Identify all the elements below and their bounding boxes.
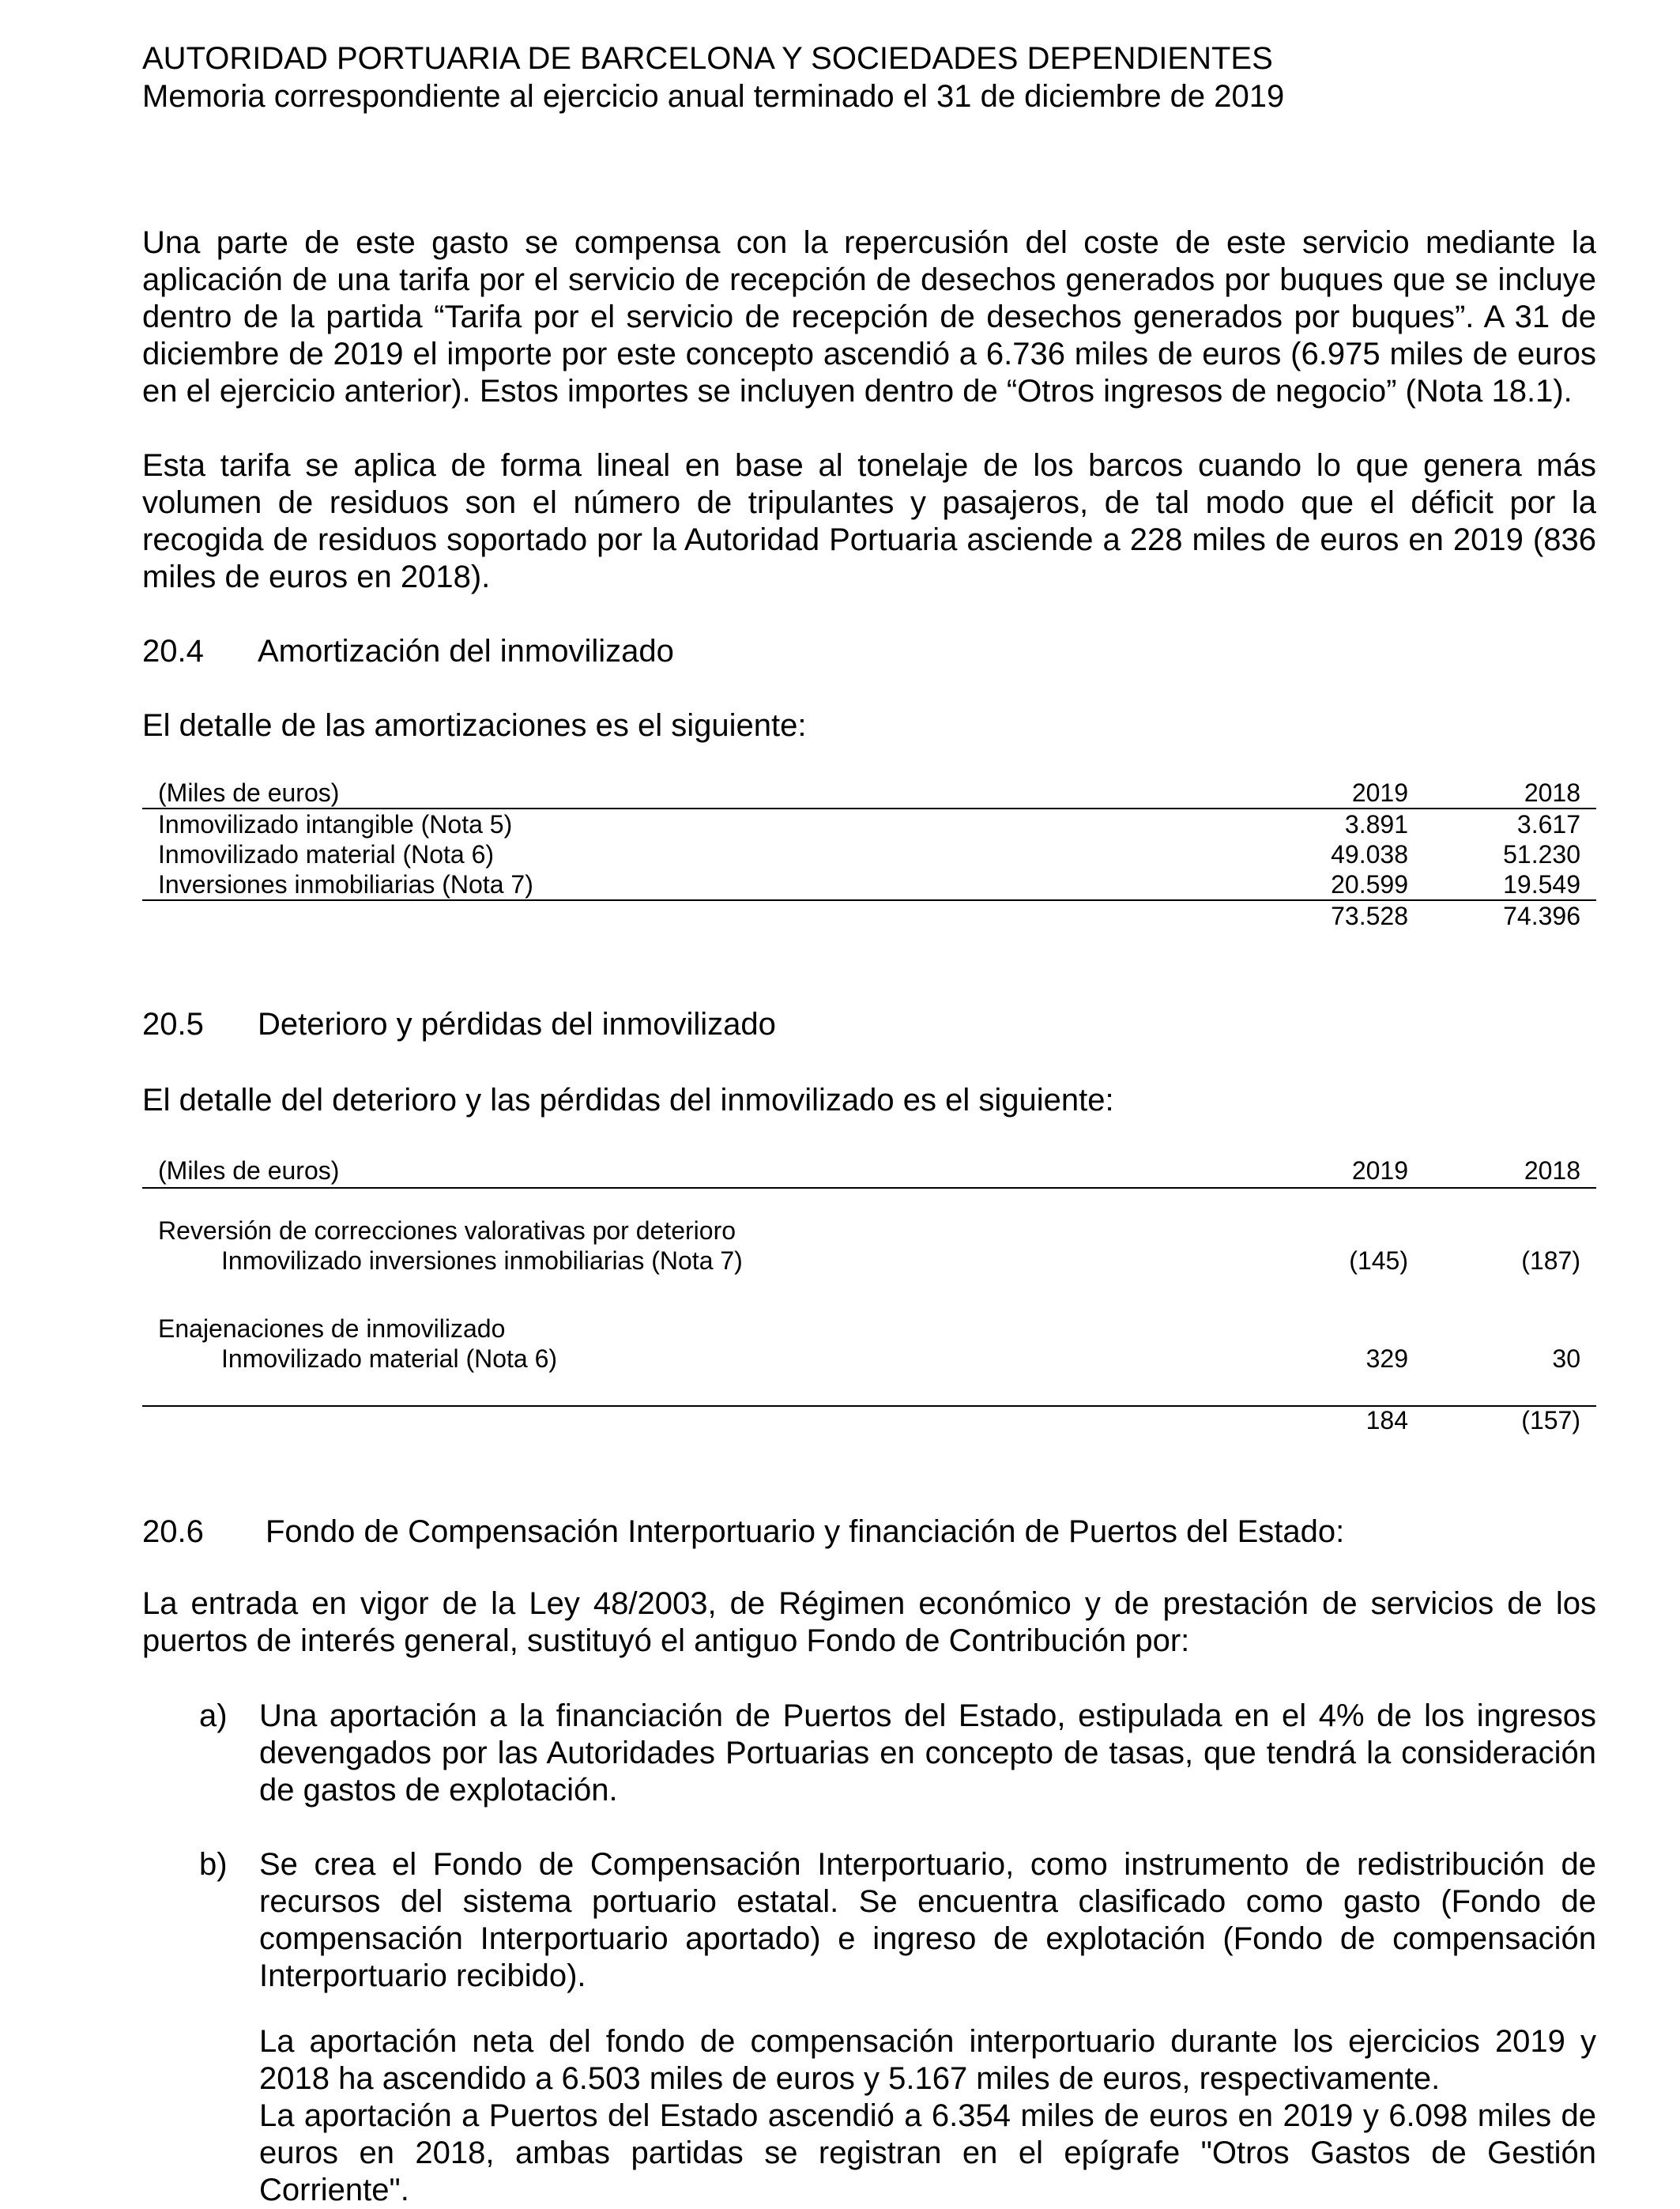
table-total-row (142, 1405, 1596, 1435)
table-row (142, 809, 1596, 839)
group-label: Enajenaciones de inmovilizado (158, 1314, 506, 1343)
row-value-2018: 19.549 (1503, 870, 1580, 899)
section-intro: La entrada en vigor de la Ley 48/2003, de Régimen económico y de prestación de servicios de los puertos de interés general, sustituyó el antiguo Fondo de Contribución por: (142, 1586, 1596, 1658)
table-unit-label: (Miles de euros) (158, 778, 340, 807)
section-heading-20-4 (142, 632, 674, 670)
table-unit-label: (Miles de euros) (158, 1156, 340, 1185)
list-marker: a) (199, 1698, 228, 1733)
total-value-2019: 184 (1365, 1406, 1408, 1434)
column-header-2019: 2019 (1351, 778, 1408, 807)
table-header-row (142, 1155, 1596, 1186)
total-value-2018: 74.396 (1503, 902, 1580, 930)
row-value-2018: 30 (1552, 1344, 1580, 1373)
row-label: Inmovilizado material (Nota 6) (158, 840, 495, 869)
paragraph-deficit-residuos: Esta tarifa se aplica de forma lineal en base al tonelaje de los barcos cuando lo que genera más volumen de residuos son el número de tripulantes y pasajeros, de tal modo que el déficit por la recogida de residuos soportado por la Autoridad Portuaria asciende a 228 miles de euros en 2019 (836 miles de euros en 2018). (142, 448, 1596, 594)
table-header-row (142, 778, 1596, 808)
section-heading-20-6 (142, 1513, 1344, 1551)
puertos-estado-paragraph: La aportación a Puertos del Estado ascendió a 6.354 miles de euros en 2019 y 6.098 miles de euros en 2018, ambas partidas se registran en el epígrafe "Otros Gastos de Gestión Corriente". (259, 2098, 1596, 2207)
row-value-2019: 329 (1365, 1344, 1408, 1373)
paragraph-tarifa-desechos: Una parte de este gasto se compensa con la repercusión del coste de este servicio mediante la aplicación de una tarifa por el servicio de recepción de desechos generados por buques que se incluye dentro de la partida “Tarifa por el servicio de recepción de desechos generados por buques”. A 31 de diciembre de 2019 el importe por este concepto ascendió a 6.736 miles de euros (6.975 miles de euros en el ejercicio anterior). Estos importes se incluyen dentro de “Otros ingresos de negocio” (Nota 18.1). (142, 225, 1596, 409)
row-value-2019: 3.891 (1344, 810, 1408, 839)
row-value-2019: 20.599 (1331, 870, 1408, 899)
section-number: 20.4 (142, 634, 204, 669)
row-value-2018: 51.230 (1503, 840, 1580, 869)
table-row (142, 1344, 1596, 1374)
total-value-2018: (157) (1521, 1406, 1580, 1434)
row-label: Inmovilizado inversiones inmobiliarias (Nota 7) (221, 1246, 743, 1275)
row-label: Inmovilizado material (Nota 6) (221, 1344, 558, 1373)
table-row (142, 869, 1596, 899)
row-value-2018: 3.617 (1516, 810, 1580, 839)
table-header-rule (142, 1187, 1596, 1189)
list-item-text: Se crea el Fondo de Compensación Interportuario, como instrumento de redistribución de recursos del sistema portuario estatal. Se encuentra clasificado como gasto (Fondo de compensación Interportuario aportado) e ingreso de explotación (Fondo de compensación Interportuario recibido). (259, 1847, 1596, 1993)
column-header-2018: 2018 (1524, 1156, 1580, 1185)
table-group-label (142, 1314, 1596, 1344)
row-label: Inmovilizado intangible (Nota 5) (158, 810, 513, 839)
section-intro: El detalle de las amortizaciones es el siguiente: (142, 708, 807, 743)
table-group-label (142, 1216, 1596, 1246)
net-contribution-paragraph: La aportación neta del fondo de compensación interportuario durante los ejercicios 2019 y 2018 ha ascendido a 6.503 miles de euros y 5.167 miles de euros, respectivamente. (259, 2024, 1596, 2096)
section-number: 20.5 (142, 1007, 204, 1042)
section-title: Amortización del inmovilizado (258, 634, 674, 669)
table-row (142, 1246, 1596, 1276)
list-marker: b) (199, 1847, 228, 1882)
section-heading-20-5 (142, 1005, 776, 1043)
total-value-2019: 73.528 (1331, 902, 1408, 930)
section-number: 20.6 (142, 1514, 204, 1549)
section-title: Deterioro y pérdidas del inmovilizado (258, 1007, 776, 1042)
table-total-row (142, 901, 1596, 931)
list-item-text: Una aportación a la financiación de Puertos del Estado, estipulada en el 4% de los ingresos devengados por las Autoridades Portuarias en concepto de tasas, que tendrá la consideración de gastos de explotación. (259, 1698, 1596, 1808)
section-intro: El detalle del deterioro y las pérdidas del inmovilizado es el siguiente: (142, 1083, 1114, 1118)
column-header-2018: 2018 (1524, 778, 1580, 807)
row-value-2018: (187) (1521, 1246, 1580, 1275)
section-title: Fondo de Compensación Interportuario y financiación de Puertos del Estado: (266, 1514, 1345, 1549)
document-header-subtitle: Memoria correspondiente al ejercicio anual terminado el 31 de diciembre de 2019 (142, 79, 1285, 114)
row-value-2019: (145) (1349, 1246, 1408, 1275)
group-label: Reversión de correcciones valorativas por deterioro (158, 1216, 736, 1245)
document-header-title: AUTORIDAD PORTUARIA DE BARCELONA Y SOCIEDADES DEPENDIENTES (142, 41, 1273, 76)
row-label: Inversiones inmobiliarias (Nota 7) (158, 870, 533, 899)
table-row (142, 839, 1596, 869)
column-header-2019: 2019 (1351, 1156, 1408, 1185)
row-value-2019: 49.038 (1331, 840, 1408, 869)
